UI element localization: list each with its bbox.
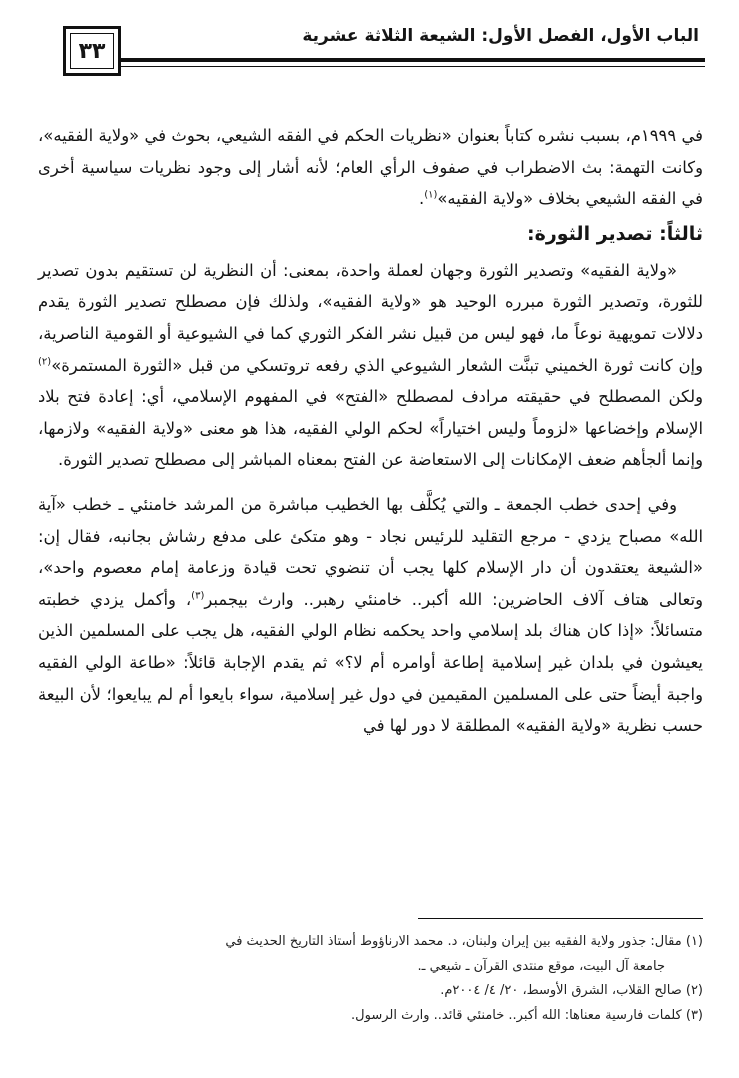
- paragraph-3-text-b: ، وأكمل يزدي خطبته متسائلاً: «إذا كان هناك بلد إسلامي واحد يحكمه نظام الولي الفقيه، هل يجب على المسلمين الذين يعيشون في بلدان غير إسلامية إطاعة أوامره أم لا؟» ثم يقدم الإجابة قائلاً: «طاعة الولي الفقيه واجبة أيضاً حتى على المسلمين المقيمين في دول غير إسلامية، سواء بايعوا أم لم يبايعوا؛ لأن البيعة حسب نظرية «ولاية الفقيه» المطلقة لا دور لها في: [38, 589, 703, 736]
- footnote-1: (١) مقال: جذور ولاية الفقيه بين إيران ولبنان، د. محمد الارناؤوط أستاذ التاريخ الحديث في: [225, 934, 703, 949]
- footnote-ref-3[interactable]: (٣): [191, 590, 205, 602]
- footnote-ref-2[interactable]: (٢): [38, 356, 52, 368]
- footnote-separator: [418, 918, 703, 919]
- paragraph-2-text-a: «ولاية الفقيه» وتصدير الثورة وجهان لعملة واحدة، بمعنى: أن النظرية لن تستقيم بدون تصدير للثورة، وتصدير الثورة مبرره الوحيد هو «ولاية الفقيه»، ولذلك فإن مصطلح تصدير الثورة يقدم دلالات تمويهية نوعاً ما، فهو ليس من قبيل نشر الفكر الثوري كما في الشيوعية أو القومية الناصرية، وإن كانت ثورة الخميني تبنَّت الشعار الشيوعي الذي رفعه تروتسكي من قبل «الثورة المستمرة»: [38, 260, 703, 375]
- paragraph-1: [38, 120, 703, 215]
- section-heading: ثالثاً: تصدير الثورة:: [527, 222, 703, 245]
- footnote-2: (٢) صالح القلاب، الشرق الأوسط، ٢٠/ ٤/ ٢٠٠٤م.: [440, 983, 703, 998]
- paragraph-gap: [38, 476, 703, 489]
- footnotes: [38, 930, 703, 1028]
- paragraph-2: [38, 255, 703, 476]
- header-rule-thick: [121, 58, 705, 62]
- paragraph-1-end: .: [418, 189, 425, 209]
- page-number-box: [63, 26, 121, 76]
- paragraph-3: [38, 489, 703, 742]
- footnote-ref-1[interactable]: (١): [424, 189, 438, 201]
- paragraph-1-text: في ١٩٩٩م، بسبب نشره كتاباً بعنوان «نظريات الحكم في الفقه الشيعي، بحوث في «ولاية الفقيه»، وكانت التهمة: بث الاضطراب في صفوف الرأي العام؛ لأنه أشار إلى وجود نظريات سياسية أخرى في الفقه الشيعي بخلاف «ولاية الفقيه»: [38, 126, 703, 209]
- paragraph-2-text-b: ولكن المصطلح في حقيقته مرادف لمصطلح «الفتح» في المفهوم الإسلامي، أي: إعادة فتح بلاد الإسلام وإخضاعها «لزوماً وليس اختياراً» لحكم الولي الفقيه، هذا هو معنى «ولاية الفقيه» ولازمها، وإنما ألجأهم ضعف الإمكانات إلى الاستعاضة عن الفتح بمعناه المباشر إلى مصطلح تصدير الثورة.: [38, 387, 703, 470]
- footnote-1-continued: جامعة آل البيت، موقع منتدى القرآن ـ شيعي ـ.: [417, 958, 665, 974]
- header-rule-thin: [121, 66, 705, 67]
- running-title: الباب الأول، الفصل الأول: الشيعة الثلاثة عشرية: [302, 26, 699, 46]
- paragraph-3-text-a: وفي إحدى خطب الجمعة ـ والتي يُكلَّف بها الخطيب مباشرة من المرشد خامنئي ـ خطب «آية الله» مصباح يزدي - مرجع التقليد للرئيس نجاد - وهو متكئ على مدفع رشاش بجانبه، فقال إن: «الشيعة يعتقدون أن دار الإسلام كلها يجب أن تنضوي تحت قيادة وزعامة إمام معصوم واحد»، وتعالى هتاف آلاف الحاضرين: الله أكبر.. خامنئي رهبر.. وارث بيجمبر: [38, 494, 703, 609]
- body-text: [38, 120, 703, 742]
- page-number: ٣٣: [70, 33, 114, 69]
- footnote-3: (٣) كلمات فارسية معناها: الله أكبر.. خامنئي قائد.. وارث الرسول.: [351, 1007, 703, 1023]
